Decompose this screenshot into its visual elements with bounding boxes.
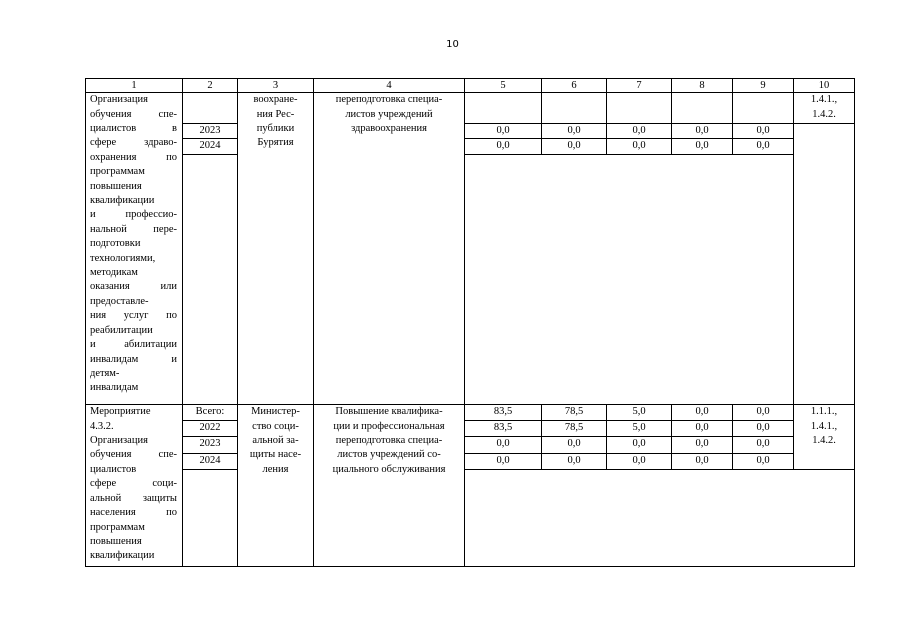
value-cell: 0,0 [672, 405, 733, 421]
text-line: переподготовка специа- [335, 435, 443, 447]
text-line: квалификации [90, 195, 155, 207]
value-cell: 0,0 [607, 437, 672, 453]
text-line: альной за- [252, 435, 299, 447]
header-row [86, 79, 855, 93]
text-line: переподготовка специа- [335, 94, 443, 106]
text-line: сфере здраво- [90, 137, 177, 149]
text-line: щиты насе- [249, 449, 302, 461]
text-line: Организация [90, 94, 148, 106]
value-cell: 83,5 [465, 421, 542, 437]
executor-cell [238, 405, 314, 567]
value-cell: 5,0 [607, 405, 672, 421]
value-cell: 0,0 [465, 437, 542, 453]
text-line: детям- [90, 367, 120, 379]
text-line: публики [256, 123, 295, 134]
text-line: 1.4.1., [810, 94, 838, 106]
value-cell: 0,0 [465, 453, 542, 469]
header-cell: 3 [238, 79, 314, 93]
year-cell: 2023 [183, 123, 238, 139]
text-line: 1.4.1., [810, 420, 838, 432]
value-cell-blank [465, 469, 855, 566]
text-line: сфере соци- [90, 478, 177, 490]
value-cell: 0,0 [672, 453, 733, 469]
text-line: квалификации [90, 550, 155, 562]
header-cell: 8 [672, 79, 733, 93]
text-line: Повышение квалифика- [335, 406, 443, 418]
page-number: 10 [446, 39, 459, 50]
value-cell: 0,0 [672, 139, 733, 155]
table-row [86, 469, 855, 566]
text-line: ния Рес- [256, 108, 295, 120]
year-cell-blank [183, 154, 238, 404]
value-cell: 0,0 [733, 421, 794, 437]
text-line: и профессио- [90, 209, 177, 221]
program-table [85, 78, 855, 567]
text-line: альной защиты [90, 492, 177, 504]
year-cell-blank [183, 93, 238, 123]
year-cell-blank [183, 469, 238, 566]
header-cell: 1 [86, 79, 183, 93]
text-line: циалистов [90, 463, 137, 475]
text-line: циалистов в [90, 123, 177, 134]
text-line: 1.1.1., [810, 406, 838, 418]
value-cell: 0,0 [465, 139, 542, 155]
text-line: реабилитации [90, 324, 153, 336]
value-cell: 0,0 [542, 437, 607, 453]
executor-cell [238, 93, 314, 405]
text-line: нальной пере- [90, 223, 177, 235]
value-cell: 0,0 [542, 123, 607, 139]
text-line: обучения спе- [90, 108, 177, 120]
text-line: здравоохранения [351, 123, 427, 134]
value-cell: 83,5 [465, 405, 542, 421]
text-line: 4.3.2. [90, 420, 114, 432]
value-cell: 5,0 [607, 421, 672, 437]
text-line: ния услуг по [90, 310, 177, 322]
text-line: предоставле- [90, 295, 149, 307]
year-cell: 2022 [183, 421, 238, 437]
header-cell: 9 [733, 79, 794, 93]
text-line: 1.4.2. [812, 435, 836, 447]
text-line: Министер- [251, 406, 300, 418]
activity-cell [314, 93, 465, 405]
indicator-cell [794, 405, 855, 469]
indicator-cell [794, 93, 855, 123]
text-line: листов учреждений [345, 108, 433, 120]
value-cell-blank [733, 93, 794, 123]
text-line: и абилитации [90, 339, 177, 351]
text-line: воохране- [253, 94, 298, 106]
value-cell: 0,0 [672, 421, 733, 437]
value-cell-blank [607, 93, 672, 123]
value-cell: 0,0 [733, 123, 794, 139]
header-cell: 2 [183, 79, 238, 93]
text-line: обучения спе- [90, 449, 177, 461]
text-line: Мероприятие [90, 406, 151, 418]
table-row [86, 93, 855, 123]
value-cell: 78,5 [542, 405, 607, 421]
text-line: населения по [90, 507, 177, 519]
value-cell: 0,0 [672, 123, 733, 139]
text-line: оказания или [90, 281, 177, 293]
text-line: технологиями, [90, 252, 156, 264]
value-cell-blank [542, 93, 607, 123]
value-cell: 0,0 [733, 405, 794, 421]
header-cell: 7 [607, 79, 672, 93]
measure-description [86, 405, 183, 567]
header-cell: 4 [314, 79, 465, 93]
value-cell: 0,0 [607, 453, 672, 469]
activity-cell [314, 405, 465, 567]
header-cell: 6 [542, 79, 607, 93]
table-row [86, 123, 855, 139]
value-cell: 0,0 [542, 453, 607, 469]
text-line: 1.4.2. [812, 108, 836, 120]
text-line: методикам [90, 267, 138, 279]
text-line: инвалидам и [90, 353, 177, 365]
text-line: листов учреждений со- [337, 449, 441, 461]
text-line: охранения по [90, 151, 177, 163]
text-line: Бурятия [257, 137, 294, 149]
value-cell: 0,0 [733, 453, 794, 469]
value-cell: 0,0 [607, 123, 672, 139]
value-cell: 0,0 [672, 437, 733, 453]
value-cell: 0,0 [465, 123, 542, 139]
year-cell: 2023 [183, 437, 238, 453]
header-cell: 5 [465, 79, 542, 93]
text-line: повышения [90, 180, 142, 192]
year-cell: 2024 [183, 139, 238, 155]
text-line: циального обслуживания [332, 463, 446, 475]
year-cell: Всего: [183, 405, 238, 421]
text-line: ления [262, 463, 289, 475]
measure-description [86, 93, 183, 405]
text-line: ции и профессиональная [333, 420, 445, 432]
table-row [86, 421, 855, 437]
text-line: программам [90, 166, 145, 178]
text-line: повышения [90, 535, 142, 547]
value-cell: 0,0 [607, 139, 672, 155]
text-line: ство соци- [252, 420, 299, 432]
table-row [86, 139, 855, 155]
value-cell: 0,0 [542, 139, 607, 155]
value-cell-blank [465, 93, 542, 123]
table-row [86, 453, 855, 469]
value-cell-blank [672, 93, 733, 123]
table-row [86, 154, 855, 404]
year-cell: 2024 [183, 453, 238, 469]
value-cell: 0,0 [733, 139, 794, 155]
text-line: программам [90, 521, 145, 533]
value-cell: 78,5 [542, 421, 607, 437]
indicator-cell-blank [794, 123, 855, 405]
table-row [86, 405, 855, 421]
text-line: Организация [90, 435, 148, 447]
table-row [86, 437, 855, 453]
value-cell-blank [465, 154, 794, 404]
text-line: инвалидам [90, 382, 139, 394]
text-line: подготовки [90, 238, 141, 250]
value-cell: 0,0 [733, 437, 794, 453]
header-cell: 10 [794, 79, 855, 93]
